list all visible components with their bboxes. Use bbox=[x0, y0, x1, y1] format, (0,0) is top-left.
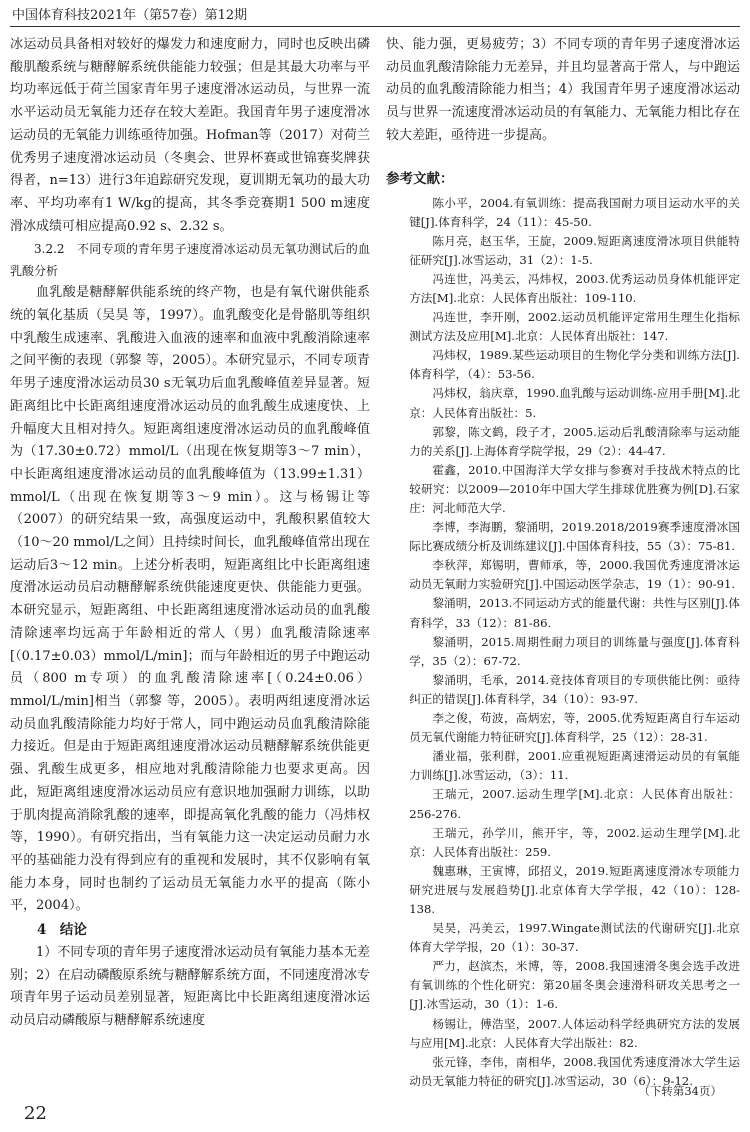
continued-note: （下转第34页） bbox=[638, 1084, 722, 1098]
reference-item: 冯连世，李开刚，2002.运动员机能评定常用生理生化指标测试方法及应用[M].北京：人民体育出版社：147. bbox=[409, 310, 740, 344]
reference-item: 李之俊，苟波，高炳宏，等，2005.优秀短距离自行车运动员无氧代谢能力特征研究[J].体育科学，25（12）：28-31. bbox=[409, 711, 740, 745]
reference-item: 郭黎，陈文鹤，段子才，2005.运动后乳酸清除率与运动能力的关系[J].上海体育学院学报，29（2）：44-47. bbox=[409, 424, 740, 458]
reference-item: 潘业福，张利群，2001.应重视短距离速滑运动员的有氧能力训练[J].冰雪运动，（3）：11. bbox=[409, 749, 740, 783]
reference-item: 王瑞元，2007.运动生理学[M].北京：人民体育出版社：256-276. bbox=[409, 787, 740, 821]
section-heading: 4 结论 bbox=[37, 922, 87, 939]
right-column bbox=[386, 34, 740, 1091]
reference-item: 霍鑫，2010.中国海洋大学女排与参赛对手技战术特点的比较研究：以2009—2010年中国大学生排球优胜赛为例[D].石家庄：河北师范大学. bbox=[409, 462, 740, 516]
reference-item: 冯连世，冯美云，冯炜权，2003.优秀运动员身体机能评定方法[M].北京：人民体育出版社：109-110. bbox=[409, 271, 740, 305]
left-column bbox=[10, 34, 370, 1033]
conclusion-paragraph: 1）不同专项的青年男子速度滑冰运动员有氧能力基本无差别；2）在启动磷酸原系统与糖酵解系统方面，不同速度滑冰专项青年男子运动员差别显著，短距离比中长距离组速度滑冰运动员启动磷酸原与糖酵解系统速度 bbox=[10, 945, 370, 1029]
reference-item: 王瑞元，孙学川，熊开宇，等，2002.运动生理学[M].北京：人民体育出版社：259. bbox=[409, 825, 740, 859]
reference-list bbox=[386, 194, 740, 1091]
reference-item: 严力，赵滨杰，米博，等，2008.我国速滑冬奥会选手改进有氧训练的个性化研究：第20届冬奥会速滑科研攻关思考之一[J].冰雪运动，30（1）：1-6. bbox=[409, 959, 740, 1012]
reference-item: 李博，李海鹏，黎涌明，2019.2018/2019赛季速度滑冰国际比赛成绩分析及训练建议[J].中国体育科技，55（3）：75-81. bbox=[409, 520, 740, 554]
references-heading: 参考文献： bbox=[386, 170, 454, 187]
subsection-heading: 3.2.2 不同专项的青年男子速度滑冰运动员无氧功测试后的血乳酸分析 bbox=[10, 242, 370, 279]
reference-item: 冯炜权，翁庆章，1990.血乳酸与运动训练-应用手册[M].北京：人民体育出版社：5. bbox=[409, 386, 740, 420]
reference-item: 陈月亮，赵玉华，王旋，2009.短距离速度滑冰项目供能特征研究[J].冰雪运动，31（2）：1-5. bbox=[409, 233, 740, 267]
reference-item: 李秋萍，郑锡明，曹师承，等，2000.我国优秀速度滑冰运动员无氧耐力实验研究[J].中国运动医学杂志，19（1）：90-91. bbox=[409, 558, 740, 592]
journal-header-text: 中国体育科技2021年（第57卷）第12期 bbox=[12, 8, 248, 23]
reference-item: 冯炜权，1989.某些运动项目的生物化学分类和训练方法[J].体育科学，（4）：53-56. bbox=[409, 348, 740, 382]
reference-item: 黎涌明，2015.周期性耐力项目的训练量与强度[J].体育科学，35（2）：67-72. bbox=[409, 634, 740, 668]
reference-item: 黎涌明，2013.不同运动方式的能量代谢：共性与区别[J].体育科学，33（12）：81-86. bbox=[409, 596, 740, 630]
reference-item: 张元锋，李伟，南相华，2008.我国优秀速度滑冰大学生运动员无氧能力特征的研究[J].冰雪运动，30（6）：9-12. bbox=[409, 1054, 740, 1088]
body-paragraph: 血乳酸是糖酵解供能系统的终产物，也是有氧代谢供能系统的氧化基质（吴昊 等，1997）。血乳酸变化是骨骼肌等组织中乳酸生成速率、乳酸进入血液的速率和血液中乳酸消除速率之间平衡的表现（郭黎 等，2005）。本研究显示，不同专项青年男子速度滑冰运动员30 s无氧功后血乳酸峰值差异显著。短距离组比中长距离组速度滑冰运动员的血乳酸生成速度快、上升幅度大且相对持久。短距离组速度滑冰运动员的血乳酸峰值为（17.30±0.72）mmol/L（出现在恢复期等3～7 min），中长距离组速度滑冰运动员的血乳酸峰值为（13.99±1.31）mmol/L（出现在恢复期等3～9 min）。这与杨锡让等（2007）的研究结果一致，高强度运动中，乳酸积累值较大（10～20 mmol/L之间）且持续时间长，血乳酸峰值常出现在运动后3～12 min。上述分析表明，短距离组比中长距离组速度滑冰运动员启动糖酵解系统供能速度更快、供能能力更强。本研究显示，短距离组、中长距离组速度滑冰运动员的血乳酸清除速率均远高于年龄相近的常人（男）血乳酸清除速率[（0.17±0.03）mmol/L/min]；而与年龄相近的男子中跑运动员（800 m专项）的血乳酸清除速率[（0.24±0.06）mmol/L/min]相当（郭黎 等，2005）。表明两组速度滑冰运动员血乳酸清除能力均好于常人，同中跑运动员血乳酸清除能力接近。但是由于短距离组速度滑冰运动员糖酵解系统供能更强、乳酸生成更多，相应地对乳酸清除能力也要求更高。因此，短距离组速度滑冰运动员应有意识地加强耐力训练，以助于肌肉提高消除乳酸的速率，即提高氧化乳酸的能力（冯炜权 等，1990）。有研究指出，当有氧能力这一决定运动员耐力水平的基础能力没有得到应有的重视和发展时，其不仅影响有氧能力本身，同时也制约了运动员无氧能力水平的提高（陈小平，2004）。 bbox=[10, 285, 370, 914]
conclusion-paragraph-continued: 快、能力强，更易疲劳；3）不同专项的青年男子速度滑冰运动员血乳酸清除能力无差异，并且均显著高于常人，与中跑运动员的血乳酸清除能力相当；4）我国青年男子速度滑冰运动员与世界一流速度滑冰运动员的有氧能力、无氧能力相比存在较大差距，亟待进一步提高。 bbox=[386, 37, 740, 143]
reference-item: 陈小平，2004.有氧训练：提高我国耐力项目运动水平的关键[J].体育科学，24（11）：45-50. bbox=[409, 195, 740, 229]
reference-item: 吴昊，冯美云，1997.Wingate测试法的代谢研究[J].北京体育大学学报，20（1）：30-37. bbox=[409, 921, 740, 955]
page-number: 22 bbox=[24, 1103, 47, 1124]
reference-item: 杨锡让，傅浩坚，2007.人体运动科学经典研究方法的发展与应用[M].北京：人民体育大学出版社：82. bbox=[409, 1016, 740, 1050]
reference-item: 黎涌明，毛承，2014.竞技体育项目的专项供能比例：亟待纠正的错误[J].体育科学，34（10）：93-97. bbox=[409, 672, 740, 706]
body-paragraph: 冰运动员具备相对较好的爆发力和速度耐力，同时也反映出磷酸肌酸系统与糖酵解系统供能能力较强；但是其最大功率与平均功率远低于荷兰国家青年男子速度滑冰运动员，与世界一流水平运动员无氧能力还存在较大差距。我国青年男子速度滑冰运动员的无氧能力训练亟待加强。Hofman等（2017）对荷兰优秀男子速度滑冰运动员（冬奥会、世界杯赛或世锦赛奖牌获得者，n=13）进行3年追踪研究发现，夏训期无氧功的最大功率、平均功率有1 W/kg的提高，其冬季竞赛期1 500 m速度滑冰成绩可相应提高0.92 s、2.32 s。 bbox=[10, 37, 370, 234]
running-header bbox=[10, 6, 740, 27]
reference-item: 魏惠琳，王寅博，邱招义，2019.短距离速度滑冰专项能力研究进展与发展趋势[J].北京体育大学学报，42（10）：128-138. bbox=[409, 863, 740, 916]
